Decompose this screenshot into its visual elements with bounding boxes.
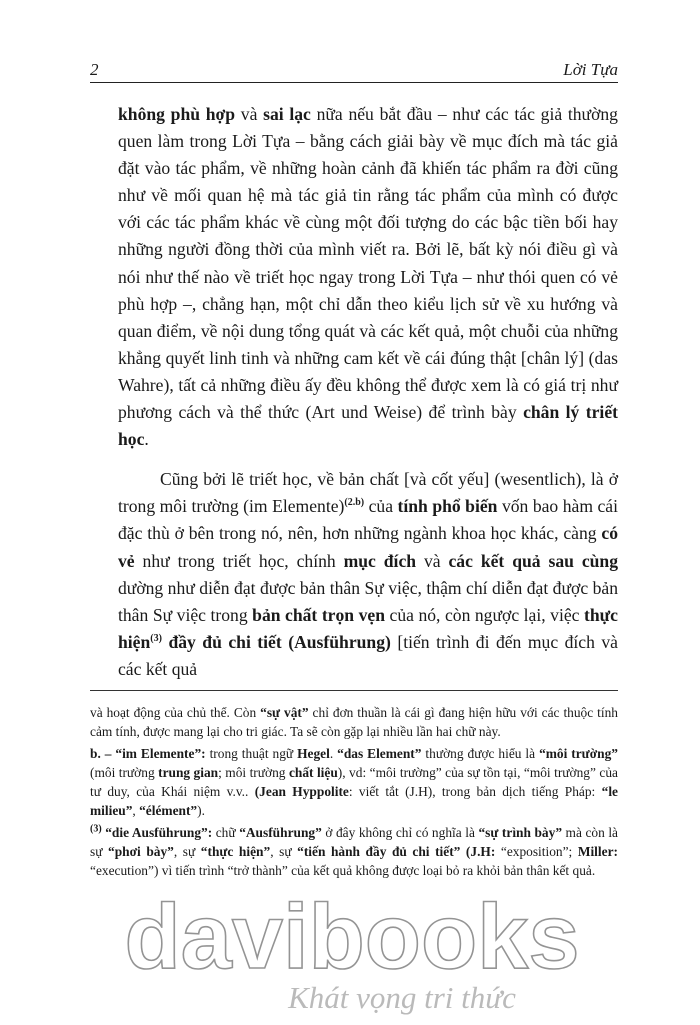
bold-term: các kết quả sau cùng: [448, 550, 619, 571]
bold-term: “sự vật”: [260, 705, 309, 720]
footnote-marker: (3): [90, 823, 102, 835]
bold-term: Miller:: [577, 844, 618, 860]
text-run: và: [416, 550, 449, 571]
text-run: vốn bao hàm cái đặc thù ở bên trong nó, nên, hơn những ngành khoa học khác, càng: [118, 496, 619, 544]
text-run: .: [144, 429, 149, 450]
bold-term: “das Element”: [337, 745, 422, 761]
text-run: chữ: [212, 824, 240, 840]
text-run: ), vd: “môi trường” của sự tồn tại, “môi trường” của tư duy, của Khái niệm v.v..: [90, 764, 618, 800]
bold-term: bản chất trọn vẹn: [252, 604, 385, 625]
bold-term: “phơi bày”: [108, 844, 174, 860]
bold-term: thực hiện: [118, 604, 618, 652]
bold-term: sai lạc: [263, 104, 311, 124]
text-run: (môi trường: [90, 764, 159, 780]
footnote-label: b. – “im Elemente”:: [90, 745, 206, 761]
bold-term: chân lý triết học: [118, 402, 618, 450]
bold-term: đầy đủ chi tiết (Ausführung): [168, 631, 391, 652]
bold-term: “môi trường”: [539, 745, 618, 761]
footnote-divider: [90, 690, 618, 691]
bold-term: “tiến hành đầy đủ chi tiết”: [297, 844, 461, 860]
text-run: : viết tắt (J.H), trong bản dịch tiếng Pháp:: [348, 784, 602, 800]
text-run: chỉ đơn thuần là cái gì đang hiện hữu với các thuộc tính cảm tính, được mang lại cho tri giác. Ta sẽ còn gặp lại nhiều lần hai chữ này.: [90, 705, 618, 740]
footnote-marker: (3): [150, 632, 162, 644]
page-number: 2: [90, 60, 99, 79]
text-run: trong thuật ngữ: [205, 745, 298, 761]
text-run: của: [364, 496, 398, 517]
footnote-continued: [90, 703, 618, 742]
running-title: Lời Tựa: [563, 60, 618, 79]
bold-term: Hegel: [297, 745, 330, 761]
text-run: , sự: [270, 844, 298, 860]
bold-term: có vẻ: [118, 523, 618, 571]
text-run: của nó, còn ngược lại, việc: [384, 604, 584, 625]
text-run: và: [235, 104, 264, 124]
paragraph-1: [118, 101, 618, 453]
footnote-marker: (2.b): [344, 497, 365, 509]
running-header: [90, 58, 618, 83]
text-run: “execution”) vì tiến trình “trở thành” của kết quả không được loại bỏ ra khỏi bản thân kết quả.: [90, 863, 596, 879]
text-run: và hoạt động của chủ thể. Còn: [90, 705, 261, 720]
text-run: mà còn là sự: [90, 824, 618, 860]
footnote-label: “die Ausführung”:: [101, 824, 213, 840]
bold-term: không phù hợp: [118, 104, 236, 124]
bold-term: chất liệu: [288, 764, 338, 780]
bold-term: “élément”: [139, 803, 198, 819]
text-run: ).: [197, 803, 205, 819]
watermark-brand: davibooks: [124, 886, 580, 988]
bold-term: mục đích: [343, 550, 417, 571]
text-run: như trong triết học, chính: [134, 550, 344, 571]
main-text: [118, 101, 618, 683]
text-run: nữa nếu bắt đầu – như các tác giả thường quen làm trong Lời Tựa – bằng cách giải bày về mục đích mà tác giả đặt vào tác phẩm, về những hoàn cảnh đã khiến tác phẩm ra đời cũng như về mối quan hệ mà tác giả tin rằng tác phẩm của mình có được với các tác phẩm khác về cùng một đối tượng do các bậc tiền bối hay những người đồng thời của mình viết ra. Bởi lẽ, bất kỳ nói điều gì và nói như thế nào về triết học ngay trong Lời Tựa – như thói quen có vẻ phù hợp –, chẳng hạn, một chỉ dẫn theo kiểu lịch sử về xu hướng và quan điểm, về nội dung tổng quát và các kết quả, một chuỗi của những khẳng quyết linh tinh và những cam kết về cái đúng thật [chân lý] (das Wahre), tất cả những điều ấy đều không thể được xem là có giá trị như phương cách và thể thức (Art und Weise) để trình bày: [118, 104, 618, 423]
bold-term: “sự trình bày”: [478, 824, 563, 840]
text-run: ,: [132, 803, 140, 819]
footnotes: [90, 703, 618, 883]
text-run: ở đây không chỉ có nghĩa là: [321, 824, 479, 840]
bold-term: trung gian: [158, 764, 219, 780]
text-run: dường như diễn đạt được bản thân Sự việc, thậm chí diễn đạt được bản thân Sự việc trong: [118, 577, 618, 625]
text-run: .: [329, 745, 338, 761]
paragraph-2: [118, 466, 618, 683]
footnote-3: [90, 823, 618, 881]
bold-term: “Ausführung”: [239, 824, 322, 840]
text-run: thường được hiểu là: [421, 745, 540, 761]
text-run: [tiến trình đi đến mục đích và các kết quả: [118, 631, 618, 679]
watermark-tagline: Khát vọng tri thức: [288, 980, 516, 1015]
text-run: ; môi trường: [218, 764, 289, 780]
bold-term: “le milieu”: [90, 784, 618, 819]
text-run: , sự: [173, 844, 201, 860]
bold-term: tính phổ biến: [397, 496, 498, 517]
footnote-b: [90, 744, 618, 821]
text-run: Cũng bởi lẽ triết học, về bản chất [và cốt yếu] (wesentlich), là ở trong môi trường (im Elemente): [118, 469, 618, 517]
bold-term: (J.H:: [465, 844, 496, 860]
bold-term: “thực hiện”: [200, 844, 271, 860]
text-run: “exposition”;: [495, 844, 578, 860]
bold-term: (Jean Hyppolite: [254, 784, 349, 800]
